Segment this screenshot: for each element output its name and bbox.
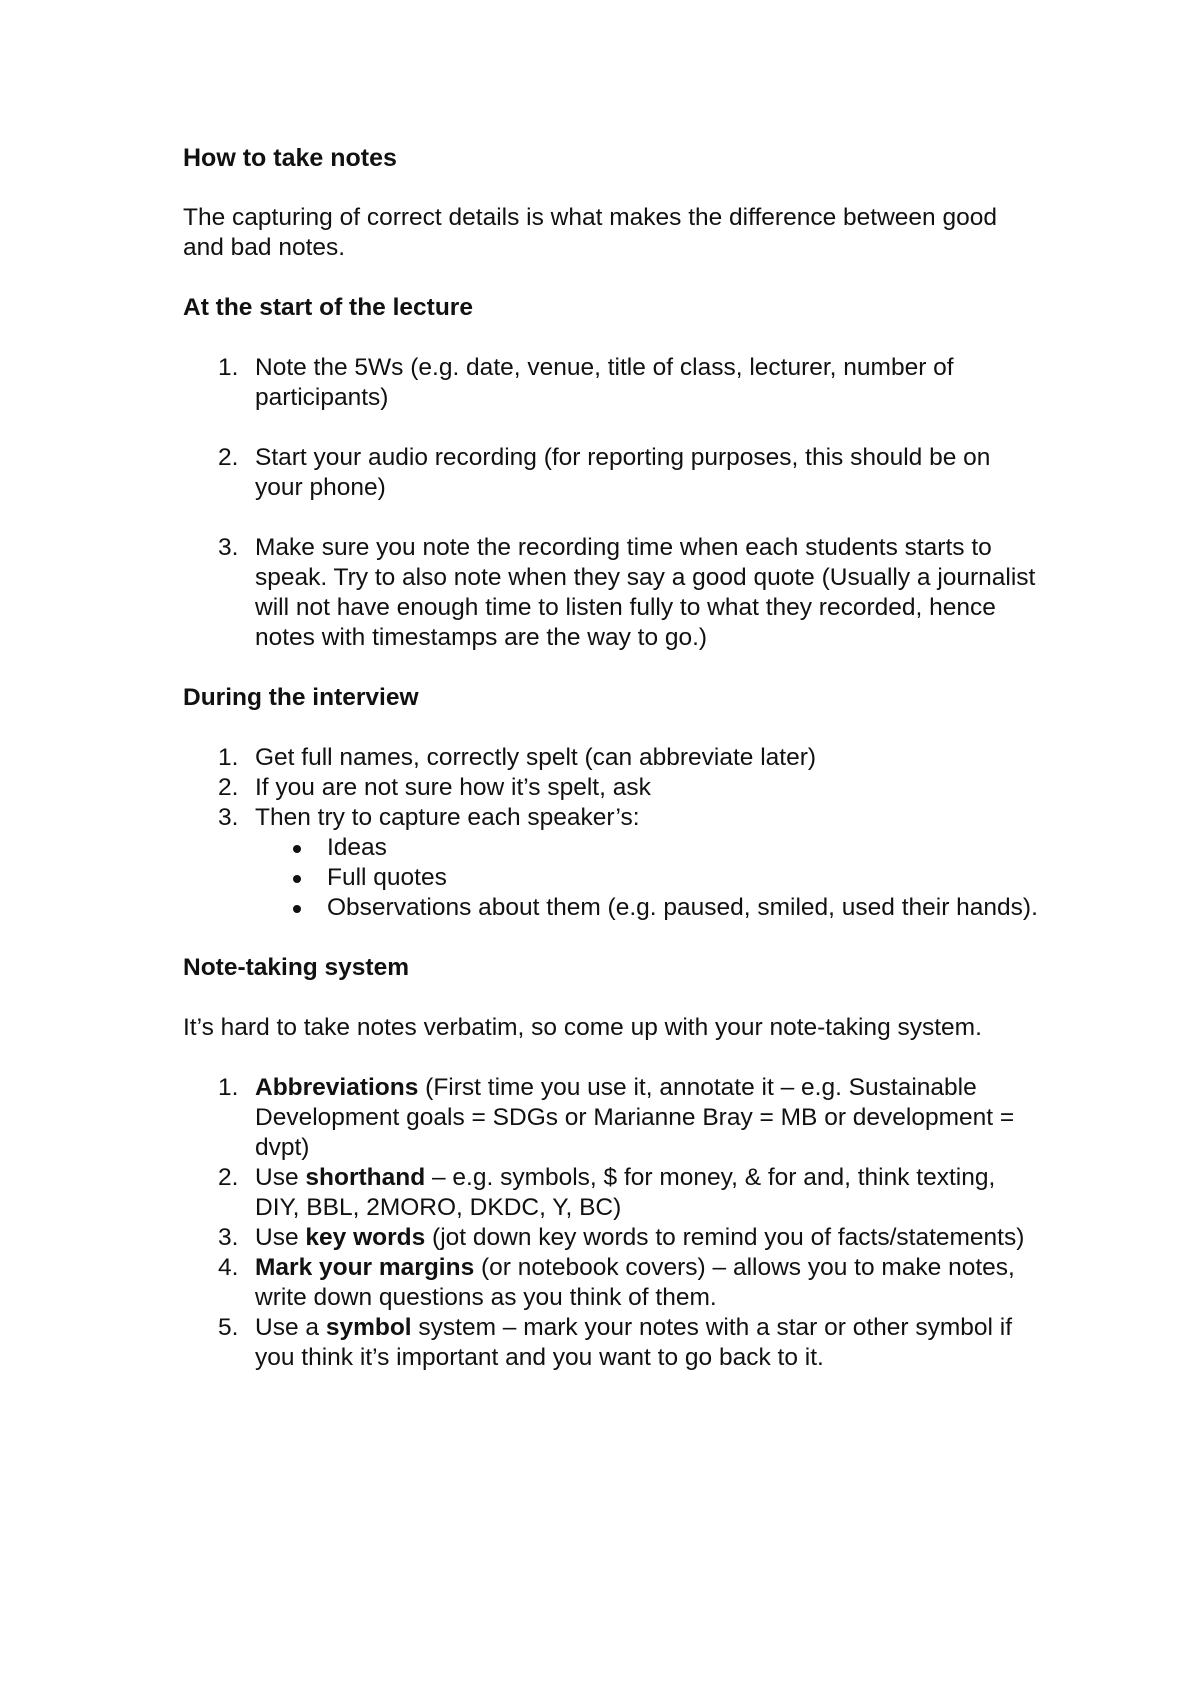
document-body [183, 143, 1043, 1403]
during-steps-list [183, 743, 1043, 923]
bullet-text: Observations about them (e.g. paused, smiled, used their hands). [327, 894, 1038, 921]
list-item [183, 803, 1043, 923]
list-item-post: (First time you use it, annotate it – e.g. Sustainable Development goals = SDGs or Marianne Bray = MB or development = dvpt) [255, 1074, 1015, 1161]
list-number: 1. [218, 1074, 239, 1101]
list-number: 1. [218, 354, 239, 381]
list-number: 5. [218, 1314, 239, 1341]
list-item-text: If you are not sure how it’s spelt, ask [255, 774, 651, 801]
list-number: 3. [218, 534, 239, 561]
bullet-text: Full quotes [327, 864, 447, 891]
list-number: 4. [218, 1254, 239, 1281]
system-tips-list [183, 1073, 1043, 1373]
list-item-post: – e.g. symbols, $ for money, & for and, think texting, DIY, BBL, 2MORO, DKDC, Y, BC) [255, 1164, 996, 1221]
list-item-post: (jot down key words to remind you of facts/statements) [425, 1224, 1025, 1251]
list-item-pre: Use a [255, 1314, 326, 1341]
list-item [183, 1073, 1043, 1163]
list-number: 1. [218, 744, 239, 771]
list-item-pre: Use [255, 1224, 306, 1251]
bullet-item [255, 893, 1043, 923]
section-heading-system: Note-taking system [183, 954, 410, 981]
list-item-text: Then try to capture each speaker’s: [255, 804, 640, 831]
bullet-icon [293, 905, 301, 913]
list-item [183, 773, 1043, 803]
list-item [183, 1163, 1043, 1223]
list-item [183, 443, 1043, 503]
list-item-keyword: shorthand [305, 1164, 426, 1191]
list-number: 2. [218, 774, 239, 801]
list-item [183, 1313, 1043, 1373]
page-title: How to take notes [183, 144, 397, 172]
bullet-item [255, 833, 1043, 863]
list-number: 3. [218, 804, 239, 831]
bullet-icon [293, 845, 301, 853]
list-item [183, 1253, 1043, 1313]
list-item-text: Start your audio recording (for reporting purposes, this should be on your phone) [255, 444, 991, 501]
list-item [183, 1223, 1043, 1253]
bullet-item [255, 863, 1043, 893]
list-item [183, 533, 1043, 653]
list-item-post: (or notebook covers) – allows you to make notes, write down questions as you think of them. [255, 1254, 1015, 1311]
bullet-text: Ideas [327, 834, 387, 861]
list-item-keyword: symbol [325, 1314, 412, 1341]
section-heading-start: At the start of the lecture [183, 294, 473, 321]
list-number: 2. [218, 1164, 239, 1191]
system-intro-paragraph: It’s hard to take notes verbatim, so come up with your note-taking system. [183, 1014, 982, 1041]
list-item-keyword: key words [305, 1224, 426, 1251]
bullet-icon [293, 875, 301, 883]
list-number: 2. [218, 444, 239, 471]
list-item-keyword: Abbreviations [255, 1074, 419, 1101]
section-heading-during: During the interview [183, 684, 419, 711]
intro-paragraph: The capturing of correct details is what makes the difference between good and bad notes. [183, 204, 997, 261]
start-steps-list [183, 353, 1043, 653]
list-item [183, 353, 1043, 413]
list-number: 3. [218, 1224, 239, 1251]
list-item-text: Get full names, correctly spelt (can abbreviate later) [255, 744, 817, 771]
speaker-capture-bullets [255, 833, 1043, 923]
list-item-keyword: Mark your margins [255, 1254, 475, 1281]
list-item-post: system – mark your notes with a star or other symbol if you think it’s important and you want to go back to it. [255, 1314, 1013, 1371]
list-item-text: Note the 5Ws (e.g. date, venue, title of class, lecturer, number of participants) [255, 354, 954, 411]
list-item-pre: Use [255, 1164, 306, 1191]
list-item [183, 743, 1043, 773]
list-item-text: Make sure you note the recording time when each students starts to speak. Try to also note when they say a good quote (Usually a journalist will not have enough time to listen fully to what they recorded, hence notes with timestamps are the way to go.) [255, 534, 1036, 651]
